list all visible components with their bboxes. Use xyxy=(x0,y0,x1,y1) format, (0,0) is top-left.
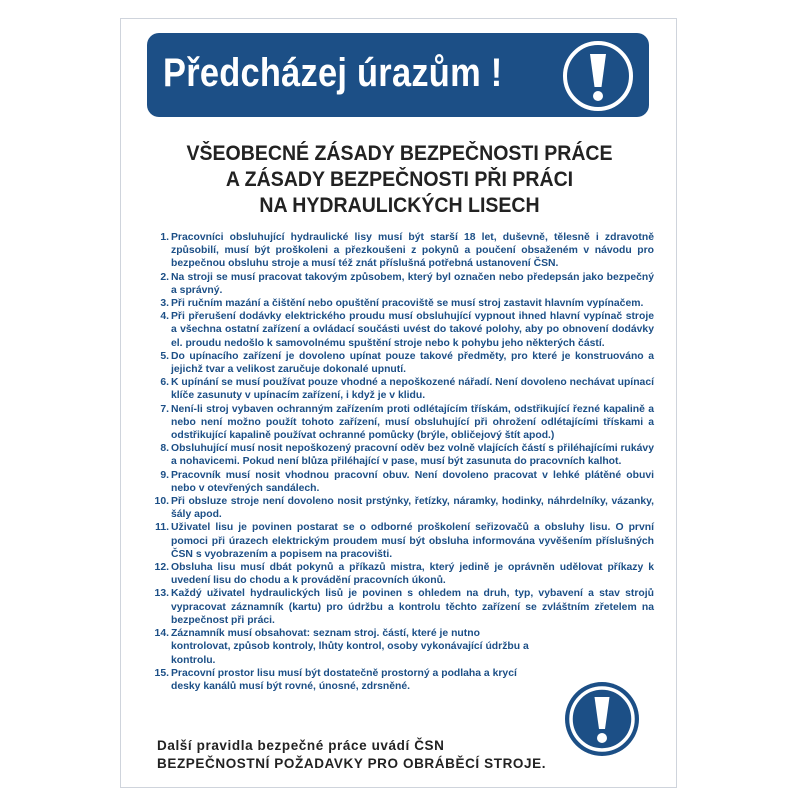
rule-number: 3. xyxy=(160,298,169,310)
footer-line-1: Další pravidla bezpečné práce uvádí ČSN xyxy=(157,738,445,753)
rule-item xyxy=(149,271,654,297)
rule-item xyxy=(149,521,654,561)
rule-text: Pracovní prostor lisu musí být dostatečně prostorný a podlaha a krycí desky kanálů musí být rovné, únosné, zdrsněné. xyxy=(171,667,517,692)
rule-text: Na stroji se musí pracovat takovým způsobem, který byl označen nebo předepsán jako bezpečný a správný. xyxy=(171,271,654,296)
rule-number: 6. xyxy=(160,377,169,389)
title-banner xyxy=(147,33,649,117)
rule-number: 5. xyxy=(160,350,169,362)
rule-text: Pracovník musí nosit vhodnou pracovní obuv. Není dovoleno pracovat v lehké plátěné obuvi nebo v otevřených sandálech. xyxy=(171,469,654,494)
rule-text: Při přerušení dodávky elektrického proudu musí obsluhující vypnout ihned hlavní vypínač stroje a všechna ostatní zařízení a ovládací součásti uvést do takové polohy, aby po obnovení dodávky el. proudu nedošlo k samovolnému spuštění stroje nebo k pohybu jeho některých částí. xyxy=(171,311,654,349)
rule-text: Není-li stroj vybaven ochranným zařízením proti odlétajícím třískám, odstřikující řezné kapalině a nebo není možno použít tohoto zařízení, musí obsluhující při ohrožení odlétajícími třískami a odstřikující kapalině používat ochranné pomůcky (brýle, obličejový štít apod.) xyxy=(171,403,654,442)
rule-text: K upínání se musí používat pouze vhodné a nepoškozené nářadí. Není dovoleno nechávat upínací klíče zasunuty v upínacím zařízení, i když je v klidu. xyxy=(171,377,654,402)
rule-item xyxy=(149,627,654,667)
rule-item xyxy=(149,561,654,587)
rule-item xyxy=(149,442,654,468)
banner-title: Předcházej úrazům ! xyxy=(163,51,503,95)
rule-number: 9. xyxy=(160,469,169,481)
heading-line-2: A ZÁSADY BEZPEČNOSTI PŘI PRÁCI xyxy=(225,168,574,191)
rule-text: Uživatel lisu je povinen postarat se o odborné proškolení seřizovačů a obsluhy lisu. O první pomoci při úrazech elektrickým proudem musí být obsluha informována vyvěšením příslušných ČSN s vyobrazením a popisem na pracovišti. xyxy=(171,522,654,560)
rule-item xyxy=(149,495,654,521)
rule-number: 7. xyxy=(160,403,169,415)
rule-text: Obsluha lisu musí dbát pokynů a příkazů mistra, který jedině je oprávněn udělovat příkazy k uvedení lisu do chodu a k provádění pracovních úkonů. xyxy=(171,562,654,587)
rule-text: Záznamník musí obsahovat: seznam stroj. částí, které je nutno kontrolovat, způsob kontroly, lhůty kontrol, osoby vykonávající údržbu a kontrolu. xyxy=(171,628,529,666)
main-heading xyxy=(121,141,678,219)
rule-text: Pracovníci obsluhující hydraulické lisy musí být starší 18 let, duševně, tělesně i zdravotně způsobilí, musí být proškoleni a přezkoušeni z pokynů a poučení obsaženém v návodu pro bezpečnou obsluhu stroje a musí též znát příslušná potřebná ustanovení ČSN. xyxy=(171,232,654,270)
rule-number: 4. xyxy=(160,311,169,323)
rule-number: 11. xyxy=(155,522,169,534)
rule-item xyxy=(149,231,654,271)
rule-item xyxy=(149,587,654,627)
rule-number: 13. xyxy=(154,588,169,600)
rule-number: 1. xyxy=(160,232,169,243)
rule-number: 15. xyxy=(154,667,169,679)
exclamation-circle-icon xyxy=(561,39,635,113)
rule-item xyxy=(149,469,654,495)
rule-text: Obsluhující musí nosit nepoškozený pracovní oděv bez volně vlajících částí s přiléhajícími rukávy a nohavicemi. Pokud není blůza přiléhající v pase, musí být zasunuta do pracovních kalhot. xyxy=(171,443,654,468)
rule-number: 8. xyxy=(160,443,169,455)
footer-line-2: BEZPEČNOSTNÍ POŽADAVKY PRO OBRÁBĚCÍ STROJE. xyxy=(157,756,547,771)
rule-number: 2. xyxy=(160,271,169,283)
rule-text: Každý uživatel hydraulických lisů je povinen s ohledem na druh, typ, vybavení a stav strojů vypracovat záznamník (kartu) pro údržbu a kontrolu těchto zařízení se zvláštním zřetelem na bezpečnost při práci. xyxy=(171,588,654,626)
rule-item xyxy=(149,376,654,402)
rule-item xyxy=(149,310,654,350)
heading-line-3: NA HYDRAULICKÝCH LISECH xyxy=(259,194,540,217)
rule-number: 14. xyxy=(154,628,169,640)
rule-item xyxy=(149,403,654,443)
heading-line-1: VŠEOBECNÉ ZÁSADY BEZPEČNOSTI PRÁCE xyxy=(186,142,613,165)
rule-number: 12. xyxy=(154,562,169,574)
rule-text: Při ručním mazání a čištění nebo opuštění pracoviště se musí stroj zastavit hlavním vypínačem. xyxy=(171,298,644,310)
rule-number: 10. xyxy=(154,496,169,508)
footer-note xyxy=(157,737,546,773)
rule-text: Do upínacího zařízení je dovoleno upínat pouze takové předměty, pro které je konstruováno a jejichž tvar a velikost zaručuje dokonalé upnutí. xyxy=(171,350,654,376)
rules-list xyxy=(149,231,654,693)
rule-item xyxy=(149,297,654,310)
rule-text: Při obsluze stroje není dovoleno nosit prstýnky, řetízky, náramky, hodinky, náhrdelníky, vázanky, šály apod. xyxy=(171,496,654,521)
safety-sign xyxy=(120,18,677,788)
exclamation-circle-icon xyxy=(564,681,640,757)
rule-item xyxy=(149,350,654,376)
